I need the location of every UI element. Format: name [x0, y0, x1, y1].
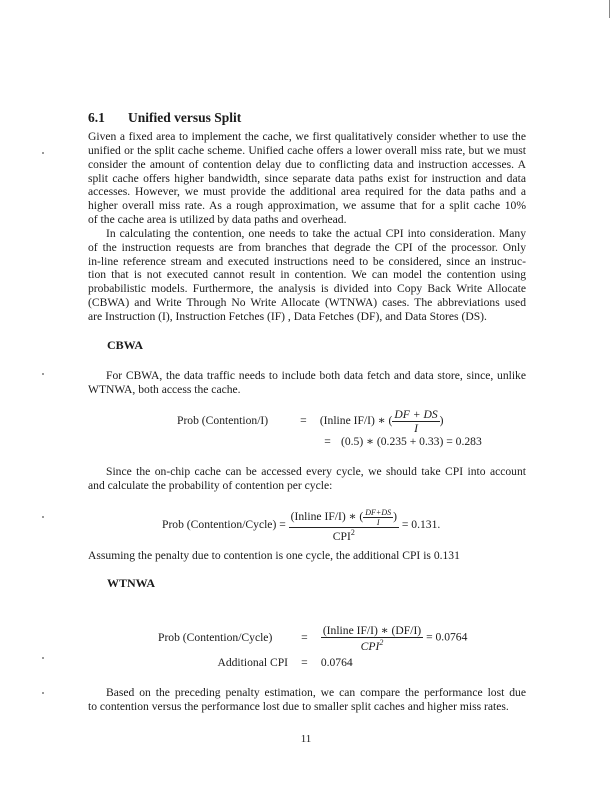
- para2-line: of the instruction requests are from branches that degrade the CPI of the processor. Only: [88, 241, 526, 254]
- cbwa-para3: Assuming the penalty due to contention is one cycle, the additional CPI is 0.131: [88, 549, 460, 562]
- para2-line: are Instruction (I), Instruction Fetches (IF) , Data Fetches (DF), and Data Stores (DS).: [88, 310, 487, 323]
- cbwa-heading: CBWA: [107, 338, 144, 352]
- cbwa-para2-line: and calculate the probability of contention per cycle:: [88, 479, 333, 492]
- para1-line: Given a fixed area to implement the cache, we first qualitatively consider whether to use the: [88, 130, 526, 143]
- para1-line: consider the amount of contention delay due to conflicting data and instruction accesses. A: [88, 158, 526, 171]
- equation-result-line: = (0.5) ∗ (0.235 + 0.33) = 0.283: [324, 435, 482, 448]
- para2-line: probabilistic models. Furthermore, the analysis is divided into Copy Back Write Allocate: [88, 282, 526, 295]
- scan-speck: [42, 152, 44, 154]
- equation-wtnwa-contention: Prob (Contention/Cycle) = $\frac{\text{(Inline IF/I) ∗ (DF/I)}}{CPI^2}$ = 0.0764: [158, 624, 468, 653]
- equation-additional-cpi: Additional CPI = 0.0764: [217, 656, 353, 669]
- para2-line: In calculating the contention, one needs to take the actual CPI into consideration. Many: [106, 227, 526, 240]
- para1-line: of the cache area is utilized by data paths and overhead.: [88, 213, 347, 226]
- wtnwa-para-line: to contention versus the performance lost due to smaller split caches and higher miss rates.: [88, 700, 509, 713]
- para1-line: accesses. However, we must provide the additional area required for the data paths and a: [88, 185, 526, 198]
- para1-line: split cache offers higher bandwidth, since separate data paths exist for instruction and data: [88, 172, 526, 185]
- scan-speck: [42, 373, 44, 375]
- para1-line: unified or the split cache scheme. Unified cache offers a lower overall miss rate, but we must: [88, 144, 526, 157]
- para2-line: (CBWA) and Write Through No Write Allocate (WTNWA) cases. The abbreviations used: [88, 296, 526, 309]
- equation-contention-per-instruction: Prob (Contention/I) = (Inline IF/I) ∗ ( $\frac{DF + DS}{I}$ ): [177, 408, 444, 435]
- cbwa-para-line: For CBWA, the data traffic needs to include both data fetch and data store, since, unlike: [106, 369, 526, 382]
- scan-speck: [42, 657, 44, 659]
- para1-line: higher overall miss rate. As a rough approximation, we assume that for a split cache 10%: [88, 199, 526, 212]
- scan-speck: [42, 516, 44, 518]
- cbwa-para-line: WTNWA, both access the cache.: [88, 383, 241, 396]
- equation-contention-per-cycle: Prob (Contention/Cycle) = (Inline IF/I) ∗ ( $\frac{DF+DS}{I}$ ) CPI$^2$ = 0.131.: [162, 508, 441, 543]
- scan-edge-line: [609, 0, 610, 18]
- scan-speck: [42, 692, 44, 694]
- wtnwa-para-line: Based on the preceding penalty estimation, we can compare the performance lost due: [106, 686, 526, 699]
- page-number: 11: [300, 733, 312, 745]
- para2-line: in-line reference stream and executed instructions need to be considered, since an instruc-: [88, 255, 526, 268]
- cbwa-para2-line: Since the on-chip cache can be accessed every cycle, we should take CPI into account: [106, 465, 526, 478]
- section-heading: 6.1 Unified versus Split: [88, 110, 242, 125]
- wtnwa-heading: WTNWA: [107, 576, 156, 590]
- para2-line: tion that is not executed cannot result in contention. We can model the contention using: [88, 268, 526, 281]
